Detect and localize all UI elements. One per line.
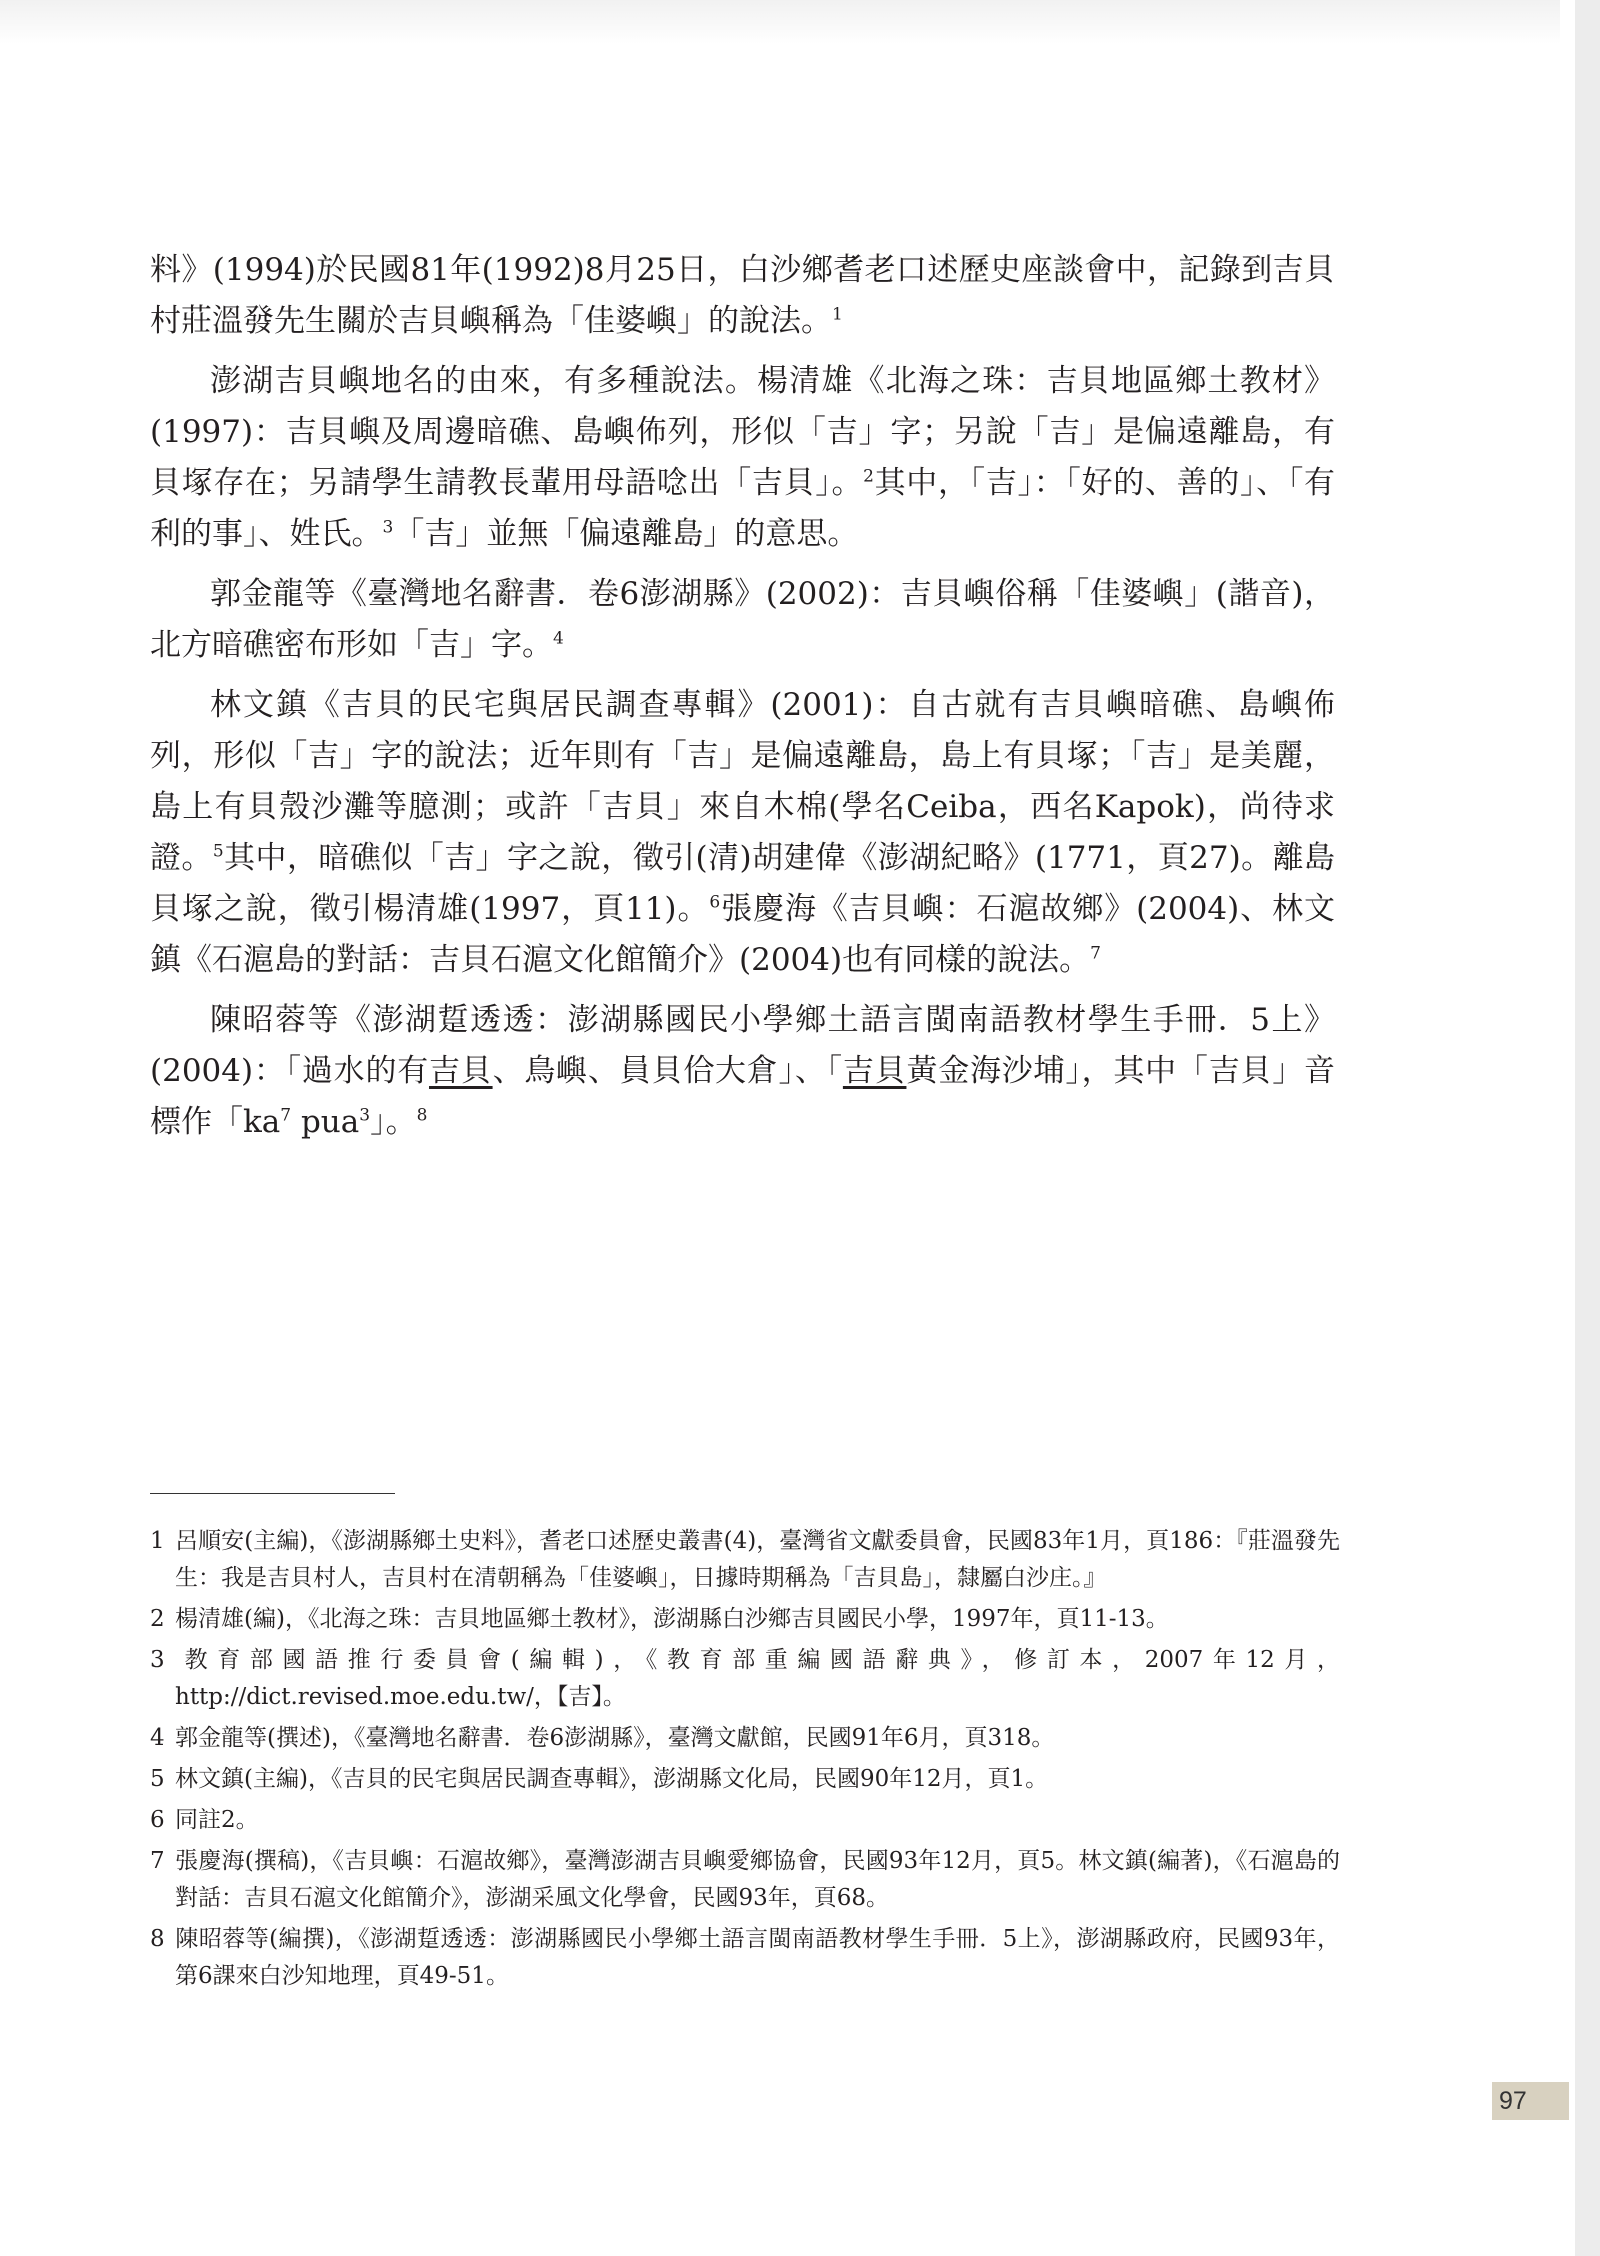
footnote-4 bbox=[150, 1720, 1340, 1757]
tone-mark: 3 bbox=[359, 1105, 371, 1126]
footnote-ref-4[interactable]: 4 bbox=[553, 628, 564, 649]
paragraph-1: 料》(1994)於民國81年(1992)8月25日，白沙鄉耆老口述歷史座談會中，記錄到吉貝村莊溫發先生關於吉貝嶼稱為「佳婆嶼」的說法。$^1$ bbox=[150, 252, 1335, 339]
footnote-ref-1[interactable]: 1 bbox=[832, 304, 843, 325]
page-number: 97 bbox=[1492, 2082, 1569, 2120]
footnote-ref-7[interactable]: 7 bbox=[1090, 943, 1101, 964]
footnote-5 bbox=[150, 1761, 1340, 1798]
footnote-number: 6 bbox=[150, 1807, 165, 1833]
footnote-number: 1 bbox=[150, 1528, 165, 1554]
main-text bbox=[150, 245, 1335, 1157]
paragraph-2: 澎湖吉貝嶼地名的由來，有多種說法。楊清雄《北海之珠：吉貝地區鄉土教材》(1997)：吉貝嶼及周邊暗礁、島嶼佈列，形似「吉」字；另說「吉」是偏遠離島，有貝塚存在；另請學生請教長輩用母語唸出「吉貝」。$^2$其中，「吉」：「好的、善的」、「有利的事」、姓氏。$^3$「吉」並無「偏遠離島」的意思。 bbox=[150, 363, 1335, 552]
footnote-number: 5 bbox=[150, 1766, 165, 1792]
scan-right-edge bbox=[1575, 0, 1600, 2256]
scan-top-shadow bbox=[0, 0, 1560, 44]
footnote-7 bbox=[150, 1843, 1340, 1917]
footnote-text: 郭金龍等(撰述)，《臺灣地名辭書．卷6澎湖縣》，臺灣文獻館，民國91年6月，頁318。 bbox=[175, 1725, 1055, 1751]
tone-mark: 7 bbox=[280, 1105, 292, 1126]
footnote-2 bbox=[150, 1601, 1340, 1638]
footnote-text: 同註2。 bbox=[175, 1807, 259, 1833]
footnote-3 bbox=[150, 1642, 1340, 1716]
footnote-number: 2 bbox=[150, 1606, 165, 1632]
footnote-8 bbox=[150, 1921, 1340, 1995]
footnote-text: 林文鎮(主編)，《吉貝的民宅與居民調查專輯》，澎湖縣文化局，民國90年12月，頁1。 bbox=[175, 1766, 1049, 1792]
footnote-text: 呂順安(主編)，《澎湖縣鄉土史料》，耆老口述歷史叢書(4)，臺灣省文獻委員會，民國83年1月，頁186：『莊溫發先生：我是吉貝村人，吉貝村在清朝稱為「佳婆嶼」，日據時期稱為「吉貝島」，隸屬白沙庄。』 bbox=[175, 1528, 1340, 1591]
footnote-ref-6[interactable]: 6 bbox=[709, 892, 721, 913]
footnote-number: 3 bbox=[150, 1647, 165, 1673]
footnote-ref-8[interactable]: 8 bbox=[416, 1105, 428, 1126]
paragraph-3: 郭金龍等《臺灣地名辭書．卷6澎湖縣》(2002)：吉貝嶼俗稱「佳婆嶼」(諧音)，北方暗礁密布形如「吉」字。$^4$ bbox=[150, 576, 1335, 663]
paragraph-4: 林文鎮《吉貝的民宅與居民調查專輯》(2001)：自古就有吉貝嶼暗礁、島嶼佈列，形似「吉」字的說法；近年則有「吉」是偏遠離島，島上有貝塚；「吉」是美麗，島上有貝殼沙灘等臆測；或許「吉貝」來自木棉(學名Ceiba，西名Kapok)，尚待求證。$^5$其中，暗礁似「吉」字之說，徵引(清)胡建偉《澎湖紀略》(1771，頁27)。離島貝塚之說，徵引楊清雄(1997，頁11)。$^6$張慶海《吉貝嶼：石滬故鄉》(2004)、林文鎮《石滬島的對話：吉貝石滬文化館簡介》(2004)也有同樣的說法。$^7$ bbox=[150, 687, 1335, 978]
footnote-number: 7 bbox=[150, 1848, 165, 1874]
footnote-number: 4 bbox=[150, 1725, 165, 1751]
footnote-ref-3[interactable]: 3 bbox=[382, 517, 394, 538]
footnote-6 bbox=[150, 1802, 1340, 1839]
footnote-text: 楊清雄(編)，《北海之珠：吉貝地區鄉土教材》，澎湖縣白沙鄉吉貝國民小學，1997年，頁11-13。 bbox=[175, 1606, 1169, 1632]
footnote-ref-2[interactable]: 2 bbox=[863, 466, 874, 487]
footnote-text: 陳昭蓉等(編撰)，《澎湖踅透透：澎湖縣國民小學鄉土語言閩南語教材學生手冊．5上》，澎湖縣政府，民國93年，第6課來白沙知地理，頁49-51。 bbox=[175, 1926, 1340, 1989]
footnote-text: 張慶海(撰稿)，《吉貝嶼：石滬故鄉》，臺灣澎湖吉貝嶼愛鄉協會，民國93年12月，頁5。林文鎮(編著)，《石滬島的對話：吉貝石滬文化館簡介》，澎湖采風文化學會，民國93年，頁68。 bbox=[175, 1848, 1340, 1911]
underlined-term: 吉貝 bbox=[842, 1053, 907, 1089]
footnote-divider bbox=[150, 1493, 395, 1494]
paragraph-5: 陳昭蓉等《澎湖踅透透：澎湖縣國民小學鄉土語言閩南語教材學生手冊．5上》(2004)：「過水的有吉貝、鳥嶼、員貝佮大倉」、「吉貝黃金海沙埔」，其中「吉貝」音標作「$ka^7$ pua$^3$」。$^8$ bbox=[150, 1002, 1336, 1140]
underlined-term: 吉貝 bbox=[429, 1053, 493, 1089]
footnote-ref-5[interactable]: 5 bbox=[212, 841, 224, 862]
footnote-text: 教育部國語推行委員會(編輯)，《教育部重編國語辭典》，修訂本，2007年12月，http://dict.revised.moe.edu.tw/，【吉】。 bbox=[175, 1647, 1340, 1710]
footnotes bbox=[150, 1523, 1340, 1999]
footnote-number: 8 bbox=[150, 1926, 165, 1952]
footnote-1 bbox=[150, 1523, 1340, 1597]
